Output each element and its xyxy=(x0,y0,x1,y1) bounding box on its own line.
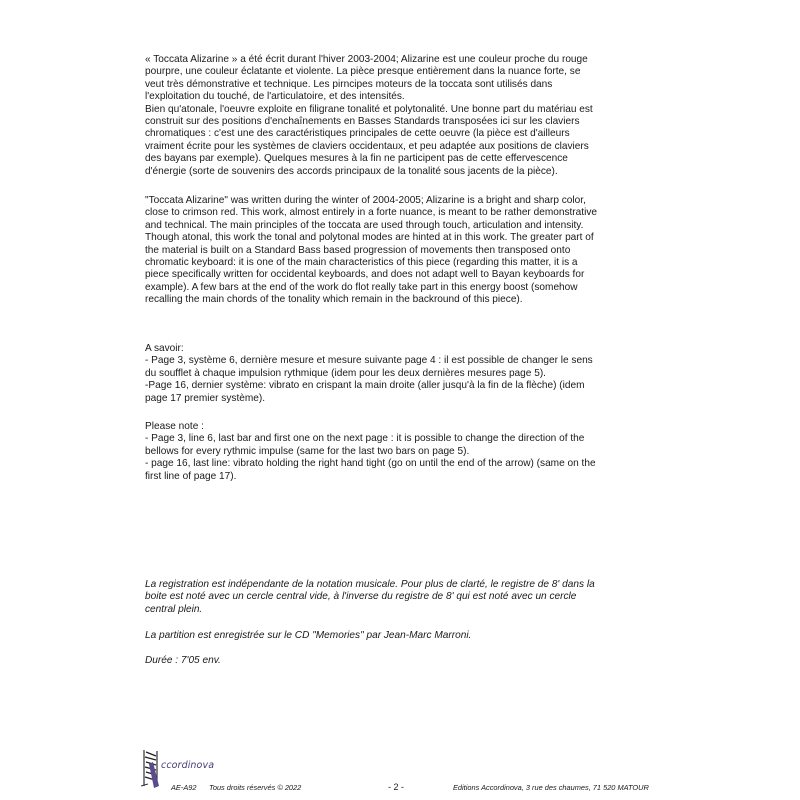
english-introduction xyxy=(145,195,690,307)
section-heading: A savoir: xyxy=(145,343,184,354)
a-savoir-section xyxy=(145,343,690,405)
copyright-notice: Tous droits réservés © 2022 xyxy=(209,783,302,792)
text-line: central plein. xyxy=(145,603,203,615)
text-line: du soufflet à chaque impulsion rythmique (idem pour les deux dernières mesures page 5). xyxy=(145,367,546,379)
text-line: chromatiques : c'est une des caractéristiques principales de cette oeuvre (la pièce est d'ailleurs xyxy=(145,128,570,140)
text-line: boite est noté avec un cercle central vide, à l'inverse du registre de 8' qui est noté avec un cercle xyxy=(145,591,577,603)
text-line: La partition est enregistrée sur le CD "Memories" par Jean-Marc Marroni. xyxy=(145,630,472,641)
text-line: chromatic keyboard: it is one of the main characteristics of this piece (regarding this matter, it is a xyxy=(145,257,578,269)
text-line: veut très démonstrative et technique. Les pirncipes moteurs de la toccata sont utilisés dans xyxy=(145,78,553,90)
text-line: - Page 3, line 6, last bar and first one on the next page : it is possible to change the direction of the xyxy=(145,433,585,445)
page-number: - 2 - xyxy=(388,782,405,792)
text-line: first line of page 17). xyxy=(145,470,237,482)
text-line: vraiment écrite pour les systèmes de claviers occidentaux, et peu adaptée aux positions de claviers xyxy=(145,140,589,152)
text-line: construit sur des positions d'enchaînements en Basses Standards transposées ici sur les claviers xyxy=(145,116,580,128)
text-line: La registration est indépendante de la notation musicale. Pour plus de clarté, le registre de 8' dans la xyxy=(145,579,595,590)
logo-wordmark: ccordinova xyxy=(161,760,215,771)
text-line: "Toccata Alizarine" was written during the winter of 2004-2005; Alizarine is a bright and sharp color, xyxy=(145,195,586,206)
text-line: - page 16, last line: vibrato holding the right hand tight (go on until the end of the arrow) (same on the xyxy=(145,458,596,470)
text-line: Durée : 7'05 env. xyxy=(145,655,221,666)
text-line: piece specifically written for occidental keyboards, and does not adapt well to Bayan keyboards for xyxy=(145,269,585,281)
cd-note xyxy=(145,630,690,642)
registration-note xyxy=(145,579,690,616)
duration-note xyxy=(145,655,690,667)
text-line: l'exploitation du touché, de l'articulatoire, et des intensités. xyxy=(145,91,405,103)
logo-bellows-icon xyxy=(141,750,159,788)
catalog-number: AE-A92 xyxy=(171,783,197,792)
please-note-section xyxy=(145,421,690,483)
section-heading: Please note : xyxy=(145,421,204,432)
publisher-address: Editions Accordinova, 3 rue des chaumes, 71 520 MATOUR xyxy=(453,783,649,792)
text-line: the material is built on a Standard Bass based progression of movements then transposed onto xyxy=(145,244,571,256)
text-line: « Toccata Alizarine » a été écrit durant l'hiver 2003-2004; Alizarine est une couleur proche du rouge xyxy=(145,54,588,65)
text-line: d'énergie (sorte de souvenirs des accords principaux de la tonalité sous jacents de la pièce). xyxy=(145,165,558,177)
text-line: Bien qu'atonale, l'oeuvre exploite en filigrane tonalité et polytonalité. Une bonne part du matériau est xyxy=(145,103,593,115)
text-line: example). A few bars at the end of the work do flot really take part in this energy boost (somehow xyxy=(145,281,578,293)
french-introduction xyxy=(145,54,690,178)
text-line: page 17 premier système). xyxy=(145,392,266,404)
text-line: and technical. The main principles of the toccata are used through touch, articulation and intensity. xyxy=(145,219,584,231)
text-line: -Page 16, dernier système: vibrato en crispant la main droite (aller jusqu'à la fin de la flèche) (idem xyxy=(145,380,585,392)
text-line: pourpre, une couleur éclatante et violente. La pièce presque entièrement dans la nuance forte, se xyxy=(145,66,581,78)
text-line: - Page 3, système 6, dernière mesure et mesure suivante page 4 : il est possible de changer le sens xyxy=(145,355,593,367)
text-line: des bayans par exemple). Quelques mesures à la fin ne participent pas de cette effervescence xyxy=(145,153,568,165)
text-line: recalling the main chords of the tonality which remain in the backround of this piece). xyxy=(145,294,523,306)
text-line: Though atonal, this work the tonal and polytonal modes are hinted at in this work. The greater part of xyxy=(145,232,594,244)
text-line: close to crimson red. This work, almost entirely in a forte nuance, is meant to be rather demonstrative xyxy=(145,207,597,219)
text-line: bellows for every rythmic impulse (same for the last two bars on page 5). xyxy=(145,445,470,457)
